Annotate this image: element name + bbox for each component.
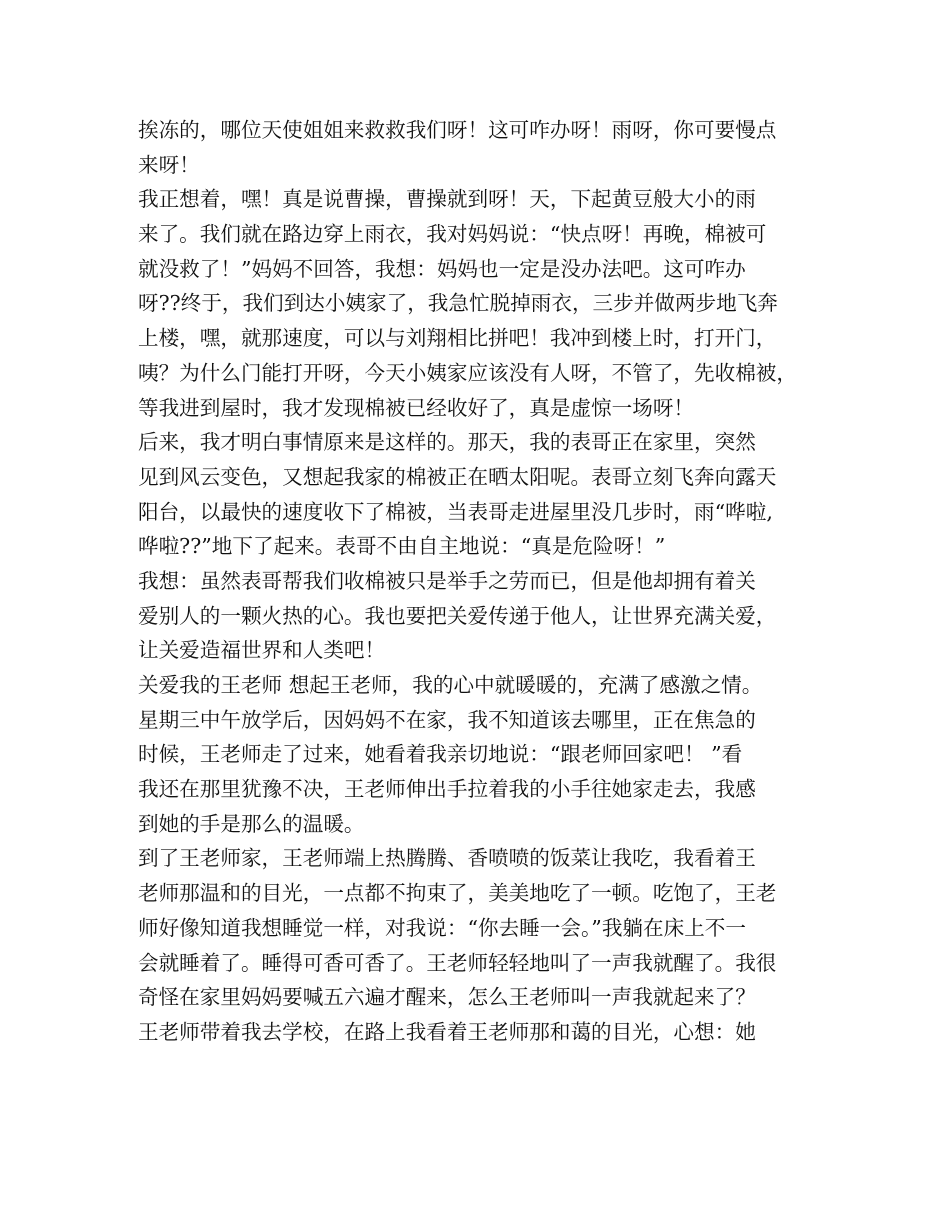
body-text (138, 113, 828, 1050)
text-line: 我正想着，嘿！真是说曹操，曹操就到呀！天，下起黄豆般大小的雨 (138, 187, 756, 212)
text-line: 来呀！ (138, 152, 200, 177)
text-line: 时候，王老师走了过来，她看着我亲切地说：“跟老师回家吧！ ”看 (138, 742, 743, 767)
text-line: 上楼，嘿，就那速度，可以与刘翔相比拼吧！我冲到楼上时，打开门， (138, 326, 777, 351)
text-line: 等我进到屋时，我才发现棉被已经收好了，真是虚惊一场呀！ (138, 395, 695, 420)
text-line: 到她的手是那么的温暖。 (138, 811, 365, 836)
text-line: 星期三中午放学后，因妈妈不在家，我不知道该去哪里，正在焦急的 (138, 707, 756, 732)
text-line: 来了。我们就在路边穿上雨衣，我对妈妈说：“快点呀！再晚，棉被可 (138, 222, 767, 247)
text-line: 我想：虽然表哥帮我们收棉被只是举手之劳而已，但是他却拥有着关 (138, 568, 756, 593)
text-line: 呀??终于，我们到达小姨家了，我急忙脱掉雨衣，三步并做两步地飞奔 (138, 291, 778, 316)
text-line: 师好像知道我想睡觉一样，对我说：“你去睡一会。”我躺在床上不一 (138, 915, 746, 940)
text-line: 老师那温和的目光，一点都不拘束了，美美地吃了一顿。吃饱了，王老 (138, 881, 777, 906)
text-line: 后来，我才明白事情原来是这样的。那天，我的表哥正在家里，突然 (138, 430, 756, 455)
text-line: 会就睡着了。睡得可香可香了。王老师轻轻地叫了一声我就醒了。我很 (138, 950, 777, 975)
text-line: 阳台，以最快的速度收下了棉被，当表哥走进屋里没几步时，雨“哗啦, (138, 499, 773, 524)
text-line: 见到风云变色，又想起我家的棉被正在晒太阳呢。表哥立刻飞奔向露天 (138, 464, 777, 489)
text-line: 到了王老师家，王老师端上热腾腾、香喷喷的饭菜让我吃，我看着王 (138, 846, 756, 871)
text-line: 我还在那里犹豫不决，王老师伸出手拉着我的小手往她家走去，我感 (138, 777, 756, 802)
text-line: 让关爱造福世界和人类吧！ (138, 638, 386, 663)
text-line: 奇怪在家里妈妈要喊五六遍才醒来，怎么王老师叫一声我就起来了？ (138, 985, 756, 1010)
text-line: 哗啦??”地下了起来。表哥不由自主地说：“真是危险呀！” (138, 534, 666, 559)
text-line: 咦？为什么门能打开呀，今天小姨家应该没有人呀，不管了，先收棉被， (138, 360, 797, 385)
text-line: 关爱我的王老师 想起王老师，我的心中就暖暖的，充满了感激之情。 (138, 673, 763, 697)
text-line: 就没救了！”妈妈不回答，我想：妈妈也一定是没办法吧。这可咋办 (138, 256, 746, 281)
text-line: 爱别人的一颗火热的心。我也要把关爱传递于他人，让世界充满关爱， (138, 603, 777, 628)
text-line: 挨冻的，哪位天使姐姐来救救我们呀！这可咋办呀！雨呀，你可要慢点 (138, 118, 777, 142)
text-line: 王老师带着我去学校，在路上我看着王老师那和蔼的目光，心想：她 (138, 1019, 756, 1044)
